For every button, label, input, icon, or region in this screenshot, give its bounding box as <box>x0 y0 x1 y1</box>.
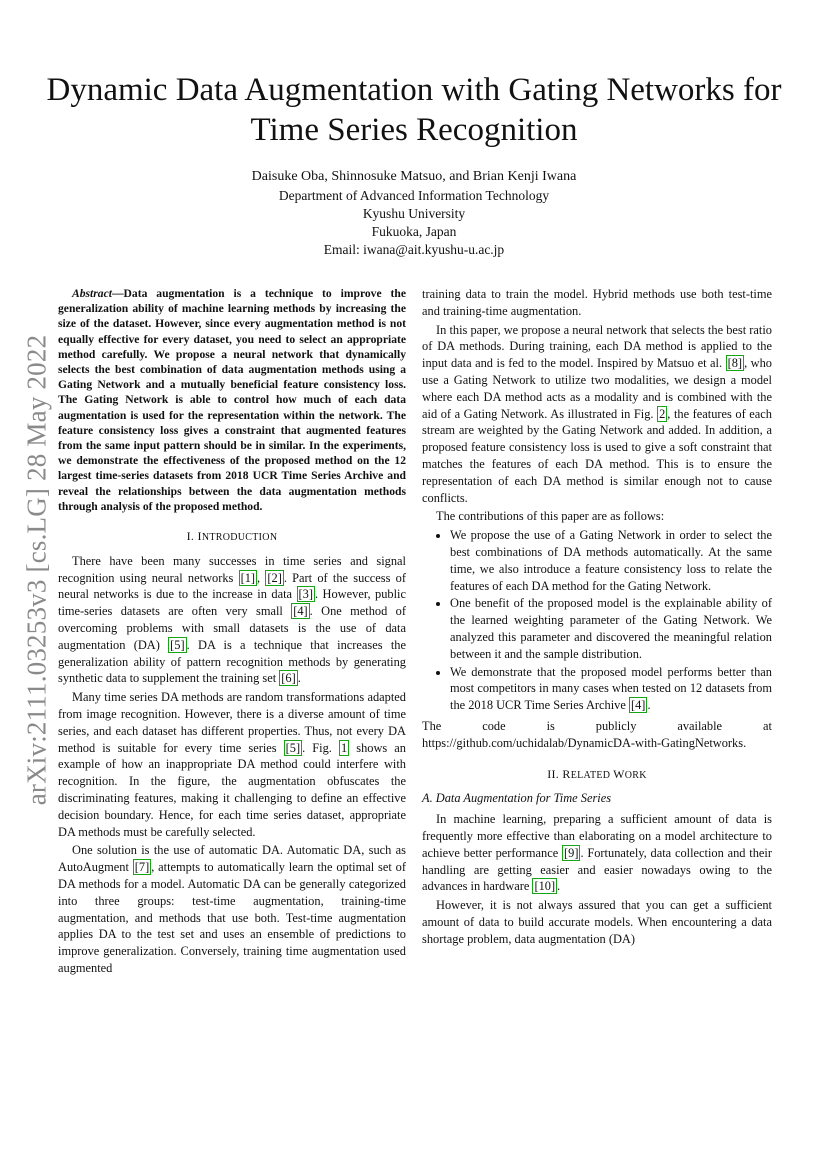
left-column <box>58 286 406 979</box>
citation-link[interactable]: [8] <box>727 356 743 371</box>
paper-title: Dynamic Data Augmentation with Gating Networks for Time Series Recognition <box>46 72 782 148</box>
intro-paragraph-2: Many time series DA methods are random transformations adapted from image recognition. However, there is a diverse amount of time series, and each dataset has different properties. Thus, not every DA method is suitable for every time series [5] . Fig. 1 shows an example of how an inappropriate DA method could interfere with recognition. In the figure, the augmentation obfuscates the discriminating features, making it challenging to define an effective decision boundary. Hence, for each time series dataset, appropriate DA methods must be carefully selected. <box>58 690 407 839</box>
right-column <box>422 286 772 949</box>
citation-link[interactable]: [4] <box>293 604 308 619</box>
author-location: Fukuoka, Japan <box>371 224 457 239</box>
abstract <box>58 286 406 514</box>
author-department: Department of Advanced Information Technology <box>278 188 550 203</box>
subsection-heading: A. Data Augmentation for Time Series <box>422 791 612 806</box>
contribution-list <box>422 527 772 714</box>
citation-link[interactable]: [1] <box>240 570 256 585</box>
right-paragraph-continued: training data to train the model. Hybrid methods use both test-time and training-time augmentation. <box>422 287 772 318</box>
section-heading-related-work: II. RELATED WORK <box>547 766 647 781</box>
figure-link[interactable]: 2 <box>659 406 666 421</box>
related-paragraph-2: However, it is not always assured that you can get a sufficient amount of data to build accurate models. When encountering a data shortage problem, data augmentation (DA) <box>422 898 772 946</box>
abstract-lead: Abstract <box>72 287 112 300</box>
citation-link[interactable]: [3] <box>298 587 313 602</box>
citation-link[interactable]: [5] <box>170 637 185 652</box>
right-paragraph-contributions: The contributions of this paper are as follows: <box>436 509 665 524</box>
author-university: Kyushu University <box>362 206 466 221</box>
related-paragraph-1: In machine learning, preparing a sufficient amount of data is frequently more effective than elaborating on a model architecture to achieve better performance [9] . Fortunately, data collection and their handling are getting easier and easier nowadays owing to the advances in hardware [10] . <box>422 812 772 894</box>
list-item: • We propose the use of a Gating Network in order to select the best combinations of DA methods automatically. At the same time, we also introduce a feature consistency loss to relate the features of each DA method for the Gating Network. <box>450 527 772 594</box>
arxiv-sidebar <box>22 290 52 850</box>
citation-link[interactable]: [5] <box>285 740 301 755</box>
list-item: • One benefit of the proposed model is the explainable ability of the learned weighting parameter of the Gating Network. We analyzed this parameter and discovered the meaningful relation between it and the sample distribution. <box>450 595 772 662</box>
list-item: • We demonstrate that the proposed model performs better than most competitors in many cases when tested on 12 datasets from the 2018 UCR Time Series Archive [4] . <box>450 664 772 714</box>
abstract-text: —Data augmentation is a technique to improve the generalization ability of machine learning methods by increasing the size of the dataset. However, since every augmentation method is not equally effective for every dataset, you need to select an appropriate method carefully. We propose a neural network that dynamically selects the best combination of data augmentation methods using a Gating Network and a mutually beneficial feature consistency loss. The Gating Network is able to control how much of each data augmentation is used for the representation within the network. The feature consistency loss gives a constraint that augmented features from the same input pattern should be in similar. In the experiments, we demonstrate the effectiveness of the proposed method on the 12 largest time-series datasets from 2018 UCR Time Series Archive and reveal the relationships between the data augmentation methods through analysis of the proposed method. <box>58 287 406 513</box>
citation-link[interactable]: [4] <box>630 698 646 713</box>
code-url-link[interactable]: https://github.com/uchidalab/DynamicDA-with-GatingNetworks. <box>422 735 747 750</box>
code-availability-line: The code is publicly available at <box>422 718 772 733</box>
intro-paragraph-1: There have been many successes in time series and signal recognition using neural networks [1] , [2] . Part of the success of neural networks is due to the increase in data [3] . However, public time-series datasets are often very small [4] . One method of overcoming problems with small datasets is the use of data augmentation (DA) [5] . DA is a technique that increases the generalization ability of pattern recognition methods by generating synthetic data to supplement the training set [6] . <box>58 553 406 686</box>
citation-link[interactable]: [7] <box>134 860 150 875</box>
author-block <box>140 168 688 259</box>
section-heading-introduction: I. INTRODUCTION <box>186 529 278 544</box>
right-paragraph-proposal: In this paper, we propose a neural network that selects the best ratio of DA methods. During training, each DA method is applied to the input data and is fed to the model. Inspired by Matsuo et al. [8] , who use a Gating Network to utilize two modalities, we design a model where each DA method acts as a modality and is combined with the aid of a Gating Network. As illustrated in Fig. 2 , the features of each stream are weighted by the Gating Network and added. In addition, a proposed feature consistency loss is used to give a soft constraint that matches the features of each DA method. This is to ensure the representation of each DA method is similar enough not to cause conflicts. <box>422 322 773 505</box>
author-email: Email: iwana@ait.kyushu-u.ac.jp <box>323 242 505 257</box>
intro-paragraph-3: One solution is the use of automatic DA. Automatic DA, such as AutoAugment [7] , attempts to automatically learn the optimal set of DA methods for a model. Automatic DA can be generally categorized into three groups: test-time augmentation, training-time augmentation, and methods that use both. Test-time augmentation applies DA to the test set and uses an ensemble of predictions to improve generalization. Conversely, training time augmentation used augmented <box>58 843 406 975</box>
citation-link[interactable]: [6] <box>281 671 296 686</box>
citation-link[interactable]: [2] <box>267 570 282 585</box>
citation-link[interactable]: [9] <box>564 845 579 860</box>
figure-link[interactable]: 1 <box>340 740 348 755</box>
arxiv-identifier: arXiv:2111.03253v3 [cs.LG] 28 May 2022 <box>21 334 52 806</box>
citation-link[interactable]: [10] <box>534 879 556 894</box>
author-names: Daisuke Oba, Shinnosuke Matsuo, and Brian Kenji Iwana <box>251 169 577 184</box>
